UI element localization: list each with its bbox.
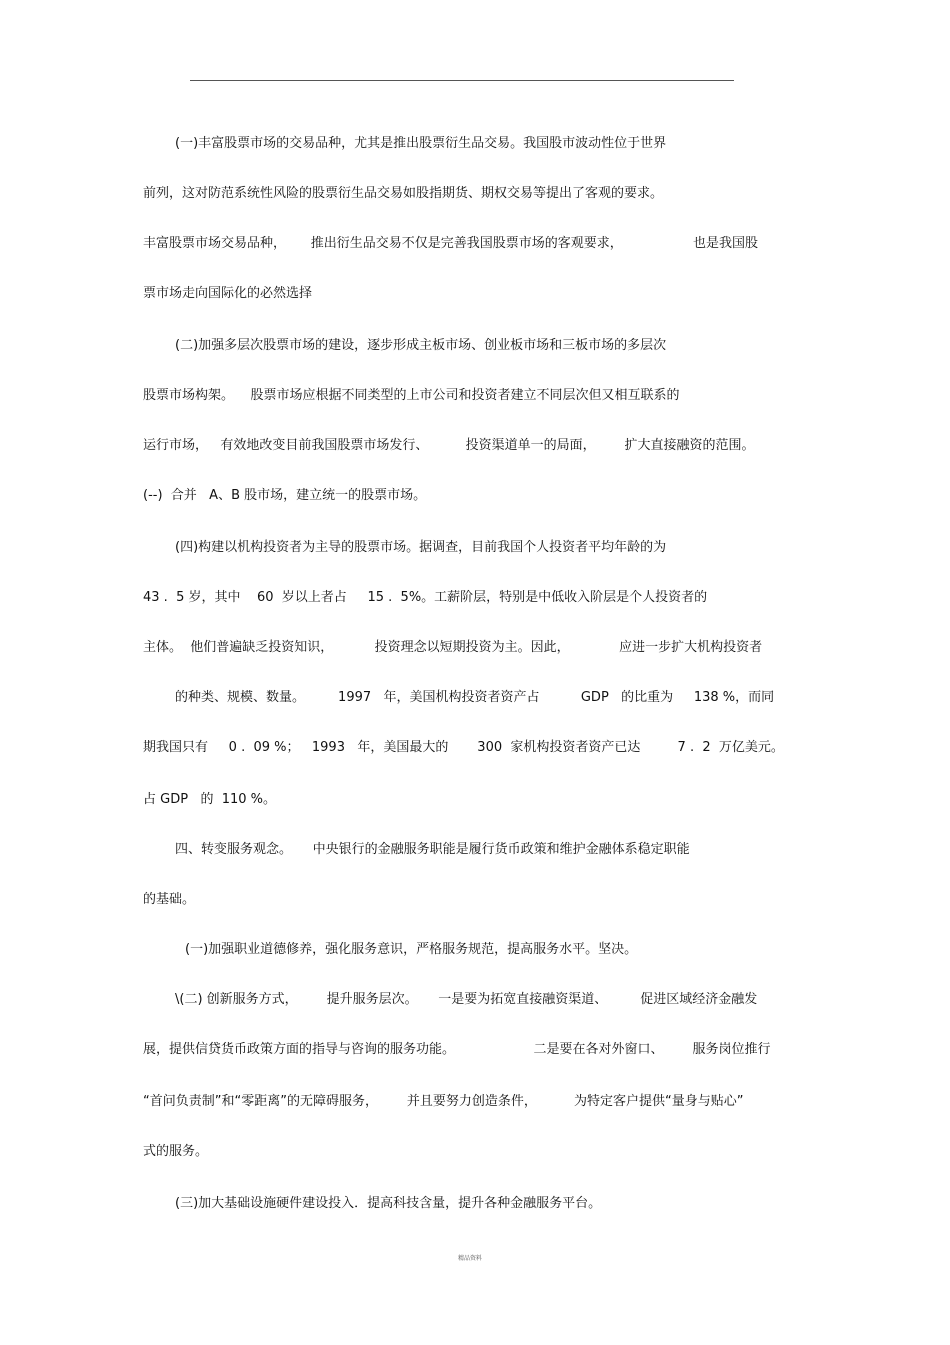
text-line: 期我国只有 0 . 09 %； 1993 年，美国最大的 300 家机构投资者资产已达 7 . 2 万亿美元。 [143, 740, 784, 755]
text-line: 的基础。 [143, 892, 196, 907]
text-line: 前列，这对防范系统性风险的股票衍生品交易如股指期货、期权交易等提出了客观的要求。 [143, 186, 664, 201]
text-line: (三)加大基础设施硬件建设投入．提高科技含量，提升各种金融服务平台。 [175, 1196, 602, 1211]
text-line: 占 GDP 的 110 %。 [143, 792, 277, 807]
text-line: (四)构建以机构投资者为主导的股票市场。据调查，目前我国个人投资者平均年龄的为 [175, 540, 667, 555]
text-line: 主体。 他们普遍缺乏投资知识， 投资理念以短期投资为主。因此， 应进一步扩大机构投资者 [143, 640, 763, 655]
text-line: 丰富股票市场交易品种， 推出衍生品交易不仅是完善我国股票市场的客观要求， 也是我国股 [143, 236, 759, 251]
text-line: 票市场走向国际化的必然选择 [143, 286, 313, 301]
text-line: (二)加强多层次股票市场的建设，逐步形成主板市场、创业板市场和三板市场的多层次 [175, 338, 667, 353]
text-line: (一)丰富股票市场的交易品种，尤其是推出股票衍生品交易。我国股市波动性位于世界 [175, 136, 667, 151]
text-line: 展，提供信贷货币政策方面的指导与咨询的服务功能。 二是要在各对外窗口、 服务岗位推行 [143, 1042, 771, 1057]
text-line: 股票市场构架。 股票市场应根据不同类型的上市公司和投资者建立不同层次但又相互联系的 [143, 388, 680, 403]
text-line: 43 . 5 岁，其中 60 岁以上者占 15 . 5%。工薪阶层，特别是中低收入阶层是个人投资者的 [143, 590, 708, 605]
text-line: 四、转变服务观念。 中央银行的金融服务职能是履行货币政策和维护金融体系稳定职能 [175, 842, 690, 857]
text-line: 运行市场， 有效地改变目前我国股票市场发行、 投资渠道单一的局面， 扩大直接融资的范围。 [143, 438, 755, 453]
text-line: “首问负责制”和“零距离”的无障碍服务， 并且要努力创造条件， 为特定客户提供“量身与贴心” [143, 1094, 744, 1109]
footer-label: 精品资料 [458, 1255, 483, 1262]
text-line: (一)加强职业道德修养，强化服务意识，严格服务规范，提高服务水平。坚决。 [185, 942, 638, 957]
text-line: (--) 合并 A、B 股市场，建立统一的股票市场。 [143, 488, 427, 503]
header-rule [190, 80, 734, 81]
text-line: 式的服务。 [143, 1144, 209, 1159]
text-line: 的种类、规模、数量。 1997 年，美国机构投资者资产占 GDP 的比重为 138 %，而同 [175, 690, 775, 705]
text-line: \(二) 创新服务方式， 提升服务层次。 一是要为拓宽直接融资渠道、 促进区域经济金融发 [175, 992, 758, 1007]
